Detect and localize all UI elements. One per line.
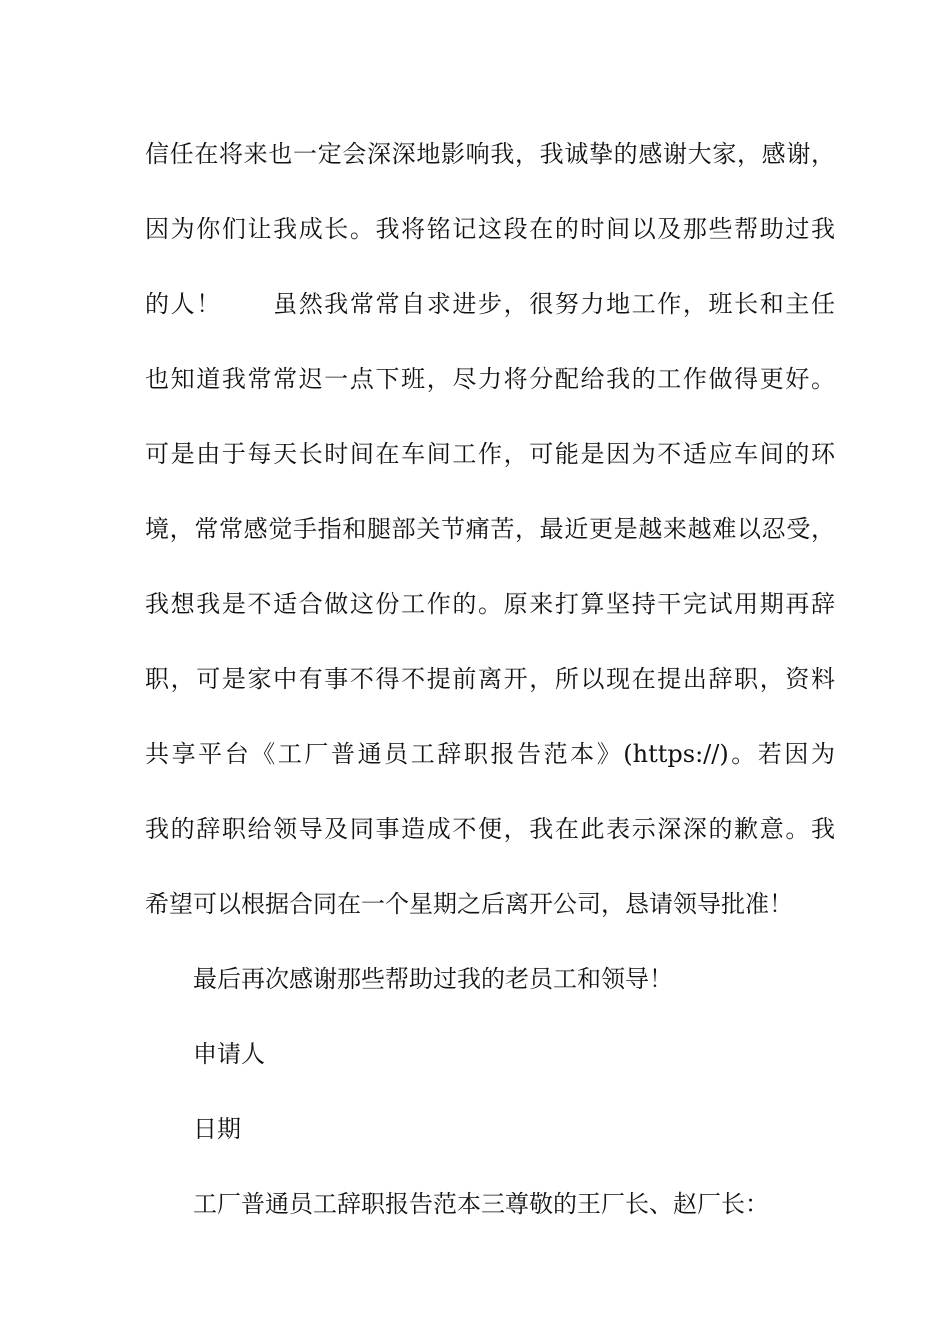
body-line: 因为你们让我成长。我将铭记这段在的时间以及那些帮助过我: [145, 215, 835, 243]
body-line: 我的辞职给领导及同事造成不便，我在此表示深深的歉意。我: [145, 815, 835, 843]
body-line: 职，可是家中有事不得不提前离开，所以现在提出辞职，资料: [145, 665, 835, 693]
body-line: 我想我是不适合做这份工作的。原来打算坚持干完试用期再辞: [145, 590, 835, 618]
date-label: 日期: [193, 1115, 241, 1143]
closing-thanks: 最后再次感谢那些帮助过我的老员工和领导！: [193, 965, 673, 993]
applicant-label: 申请人: [193, 1040, 265, 1068]
body-line: 信任在将来也一定会深深地影响我，我诚挚的感谢大家，感谢，: [145, 140, 835, 168]
body-line: 希望可以根据合同在一个星期之后离开公司，恳请领导批准！: [145, 890, 793, 918]
next-section-heading: 工厂普通员工辞职报告范本三尊敬的王厂长、赵厂长：: [193, 1190, 769, 1218]
body-line: 共享平台《工厂普通员工辞职报告范本》(https://)。若因为: [145, 740, 835, 768]
body-line: 的人！ 虽然我常常自求进步，很努力地工作，班长和主任: [145, 290, 835, 318]
body-line: 境，常常感觉手指和腿部关节痛苦，最近更是越来越难以忍受，: [145, 515, 835, 543]
body-line: 可是由于每天长时间在车间工作，可能是因为不适应车间的环: [145, 440, 835, 468]
body-line: 也知道我常常迟一点下班，尽力将分配给我的工作做得更好。: [145, 365, 835, 393]
document-body: [145, 131, 835, 1256]
